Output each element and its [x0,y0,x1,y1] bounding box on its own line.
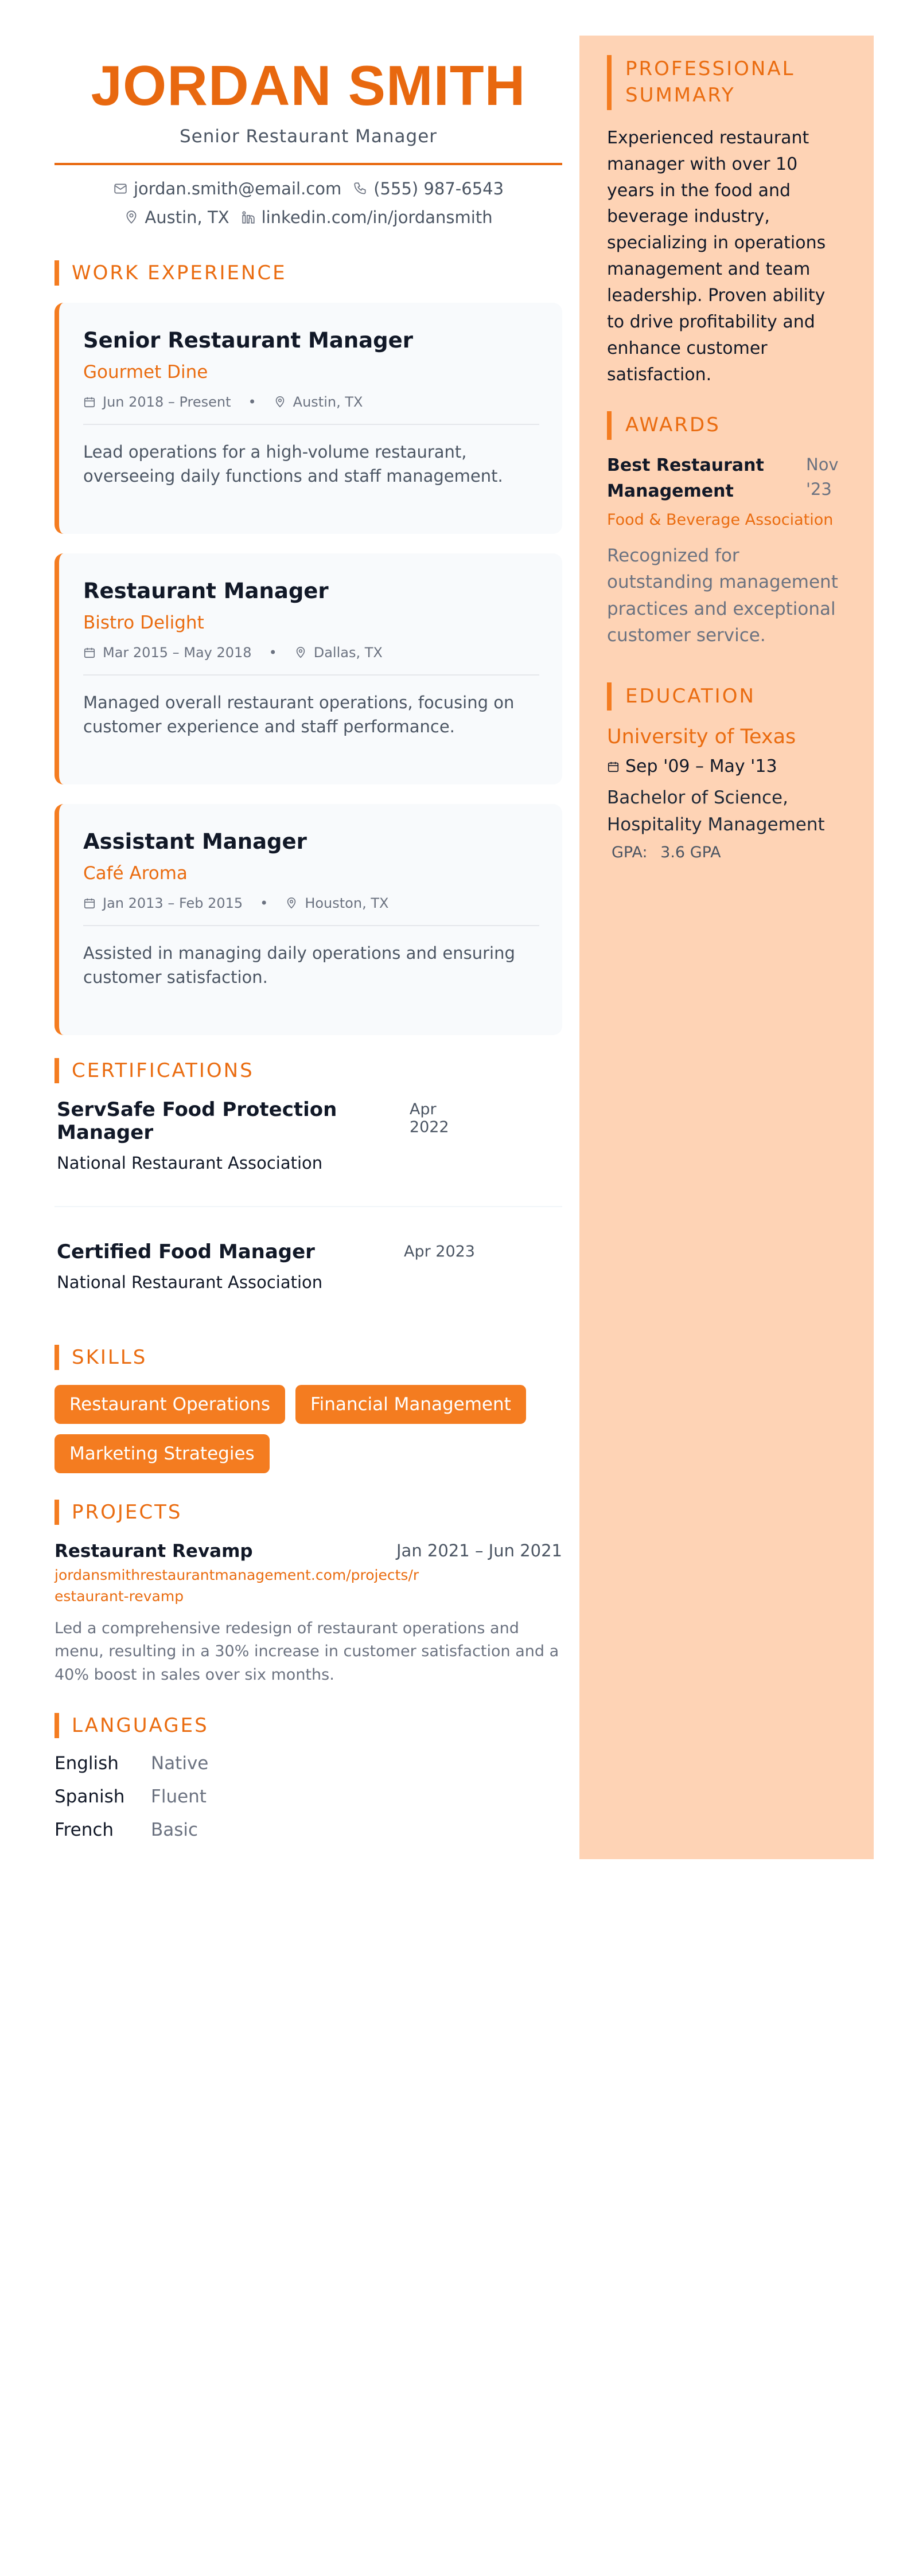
job-location: Dallas, TX [313,645,383,661]
job-divider [83,424,539,425]
job-card [54,303,562,534]
project-link[interactable]: jordansmithrestaurantmanagement.com/projects/restaurant-revamp [54,1567,419,1605]
skill-tag: Financial Management [295,1385,526,1424]
skills-list [54,1385,562,1473]
contact-location [124,208,229,227]
language-name: English [54,1753,119,1774]
project-item [54,1541,562,1687]
phone-text: (555) 987-6543 [373,179,504,198]
contact-info [54,179,562,227]
map-pin-icon [274,396,286,408]
awards-section-header [607,411,846,440]
summary-section-header [607,55,846,110]
meta-separator: • [260,895,268,912]
certification-title: ServSafe Food Protection Manager [57,1098,337,1145]
map-pin-icon [294,646,307,659]
job-company: Café Aroma [83,863,188,884]
calendar-icon [607,760,620,773]
job-dates: Mar 2015 – May 2018 [103,645,252,661]
location-text: Austin, TX [145,208,229,227]
language-level: Fluent [151,1786,207,1808]
project-name: Restaurant Revamp [54,1541,253,1562]
education-item [607,725,846,861]
main-column [54,36,562,1840]
gpa-value: 3.6 GPA [660,844,721,862]
section-accent-bar [54,1058,59,1083]
certifications-section-header [54,1058,562,1083]
sidebar [579,36,874,1859]
section-title: PROFESSIONAL SUMMARY [625,57,795,107]
job-description: Lead operations for a high-volume restaurant, overseeing daily functions and staff management. [83,442,503,486]
job-dates: Jan 2013 – Feb 2015 [103,895,243,912]
award-header [607,452,846,504]
section-title: CERTIFICATIONS [72,1059,254,1083]
section-accent-bar [54,1713,59,1738]
skills-section-header [54,1345,562,1370]
job-title: Assistant Manager [83,829,307,854]
job-company: Bistro Delight [83,612,204,634]
phone-icon [353,181,368,196]
calendar-icon [83,646,96,659]
languages-list [54,1753,562,1840]
language-level: Basic [151,1820,198,1841]
certification-date: Apr 2022 [409,1100,449,1137]
calendar-icon [83,396,96,408]
certification-item [54,1083,562,1173]
job-card [54,553,562,784]
section-title: SKILLS [72,1346,147,1369]
job-divider [83,925,539,926]
languages-section-header [54,1713,562,1738]
job-meta [83,645,539,661]
award-org: Food & Beverage Association [607,510,834,529]
certification-title: Certified Food Manager [57,1240,315,1264]
section-title: WORK EXPERIENCE [72,261,287,284]
education-section-header [607,682,846,711]
job-location: Austin, TX [293,394,363,410]
map-pin-icon [285,897,298,910]
project-header [54,1541,562,1562]
projects-section-header [54,1500,562,1525]
language-item [54,1820,562,1840]
linkedin-icon [241,210,256,225]
section-title: EDUCATION [625,684,756,708]
education-dates-row [607,756,846,776]
contact-email[interactable] [113,179,341,198]
candidate-name: JORDAN SMITH [91,54,526,117]
calendar-icon [83,897,96,910]
section-accent-bar [607,55,612,110]
job-description: Managed overall restaurant operations, focusing on customer experience and staff performance. [83,693,515,737]
map-pin-icon [124,210,139,225]
language-name: Spanish [54,1786,125,1808]
section-title: PROJECTS [72,1501,182,1524]
section-accent-bar [607,682,612,711]
section-accent-bar [607,411,612,440]
language-level: Native [151,1753,209,1774]
section-title: LANGUAGES [72,1714,209,1738]
job-meta [83,895,539,911]
section-accent-bar [54,1500,59,1525]
experience-section-header [54,260,562,286]
education-gpa [607,844,846,861]
job-description: Assisted in managing daily operations and ensuring customer satisfaction. [83,943,515,988]
section-title: AWARDS [625,413,721,436]
language-name: French [54,1820,114,1841]
job-meta [83,394,539,410]
project-dates: Jan 2021 – Jun 2021 [396,1541,562,1561]
job-divider [83,674,539,676]
gpa-label: GPA: [612,844,648,862]
certification-org: National Restaurant Association [57,1153,323,1173]
job-location: Houston, TX [305,895,389,912]
professional-summary: Experienced restaurant manager with over 10 years in the food and beverage industry, specializing in operations management and team leadership. Proven ability to drive profitability and enhance customer satisfaction. [607,127,826,385]
education-degree: Bachelor of Science, Hospitality Management [607,787,825,835]
header-divider [54,163,562,165]
meta-separator: • [248,394,256,410]
email-text: jordan.smith@email.com [133,179,342,198]
skill-tag: Restaurant Operations [54,1385,285,1424]
award-date: Nov '23 [806,454,839,499]
language-item [54,1786,562,1807]
education-dates: Sep '09 – May '13 [625,756,777,777]
linkedin-text: linkedin.com/in/jordansmith [261,208,493,227]
skill-tag: Marketing Strategies [54,1434,270,1473]
job-title: Restaurant Manager [83,579,329,604]
mail-icon [113,181,128,196]
job-dates: Jun 2018 – Present [103,394,231,410]
award-title: Best Restaurant Management [607,455,764,501]
education-school: University of Texas [607,725,796,749]
contact-linkedin[interactable] [241,208,493,227]
section-accent-bar [54,260,59,286]
project-description: Led a comprehensive redesign of restaurant operations and menu, resulting in a 30% increase in customer satisfaction and a 40% boost in sales over six months. [54,1619,559,1684]
job-card [54,804,562,1035]
award-item [607,452,846,649]
job-company: Gourmet Dine [83,362,208,383]
job-title: Senior Restaurant Manager [83,328,413,353]
certification-org: National Restaurant Association [57,1273,323,1293]
award-description: Recognized for outstanding management practices and exceptional customer service. [607,545,838,646]
language-item [54,1753,562,1774]
candidate-title: Senior Restaurant Manager [179,126,438,147]
contact-phone[interactable] [353,179,504,198]
section-accent-bar [54,1345,59,1370]
meta-separator: • [268,645,277,661]
certification-item [54,1207,562,1292]
certification-date: Apr 2023 [403,1243,475,1261]
